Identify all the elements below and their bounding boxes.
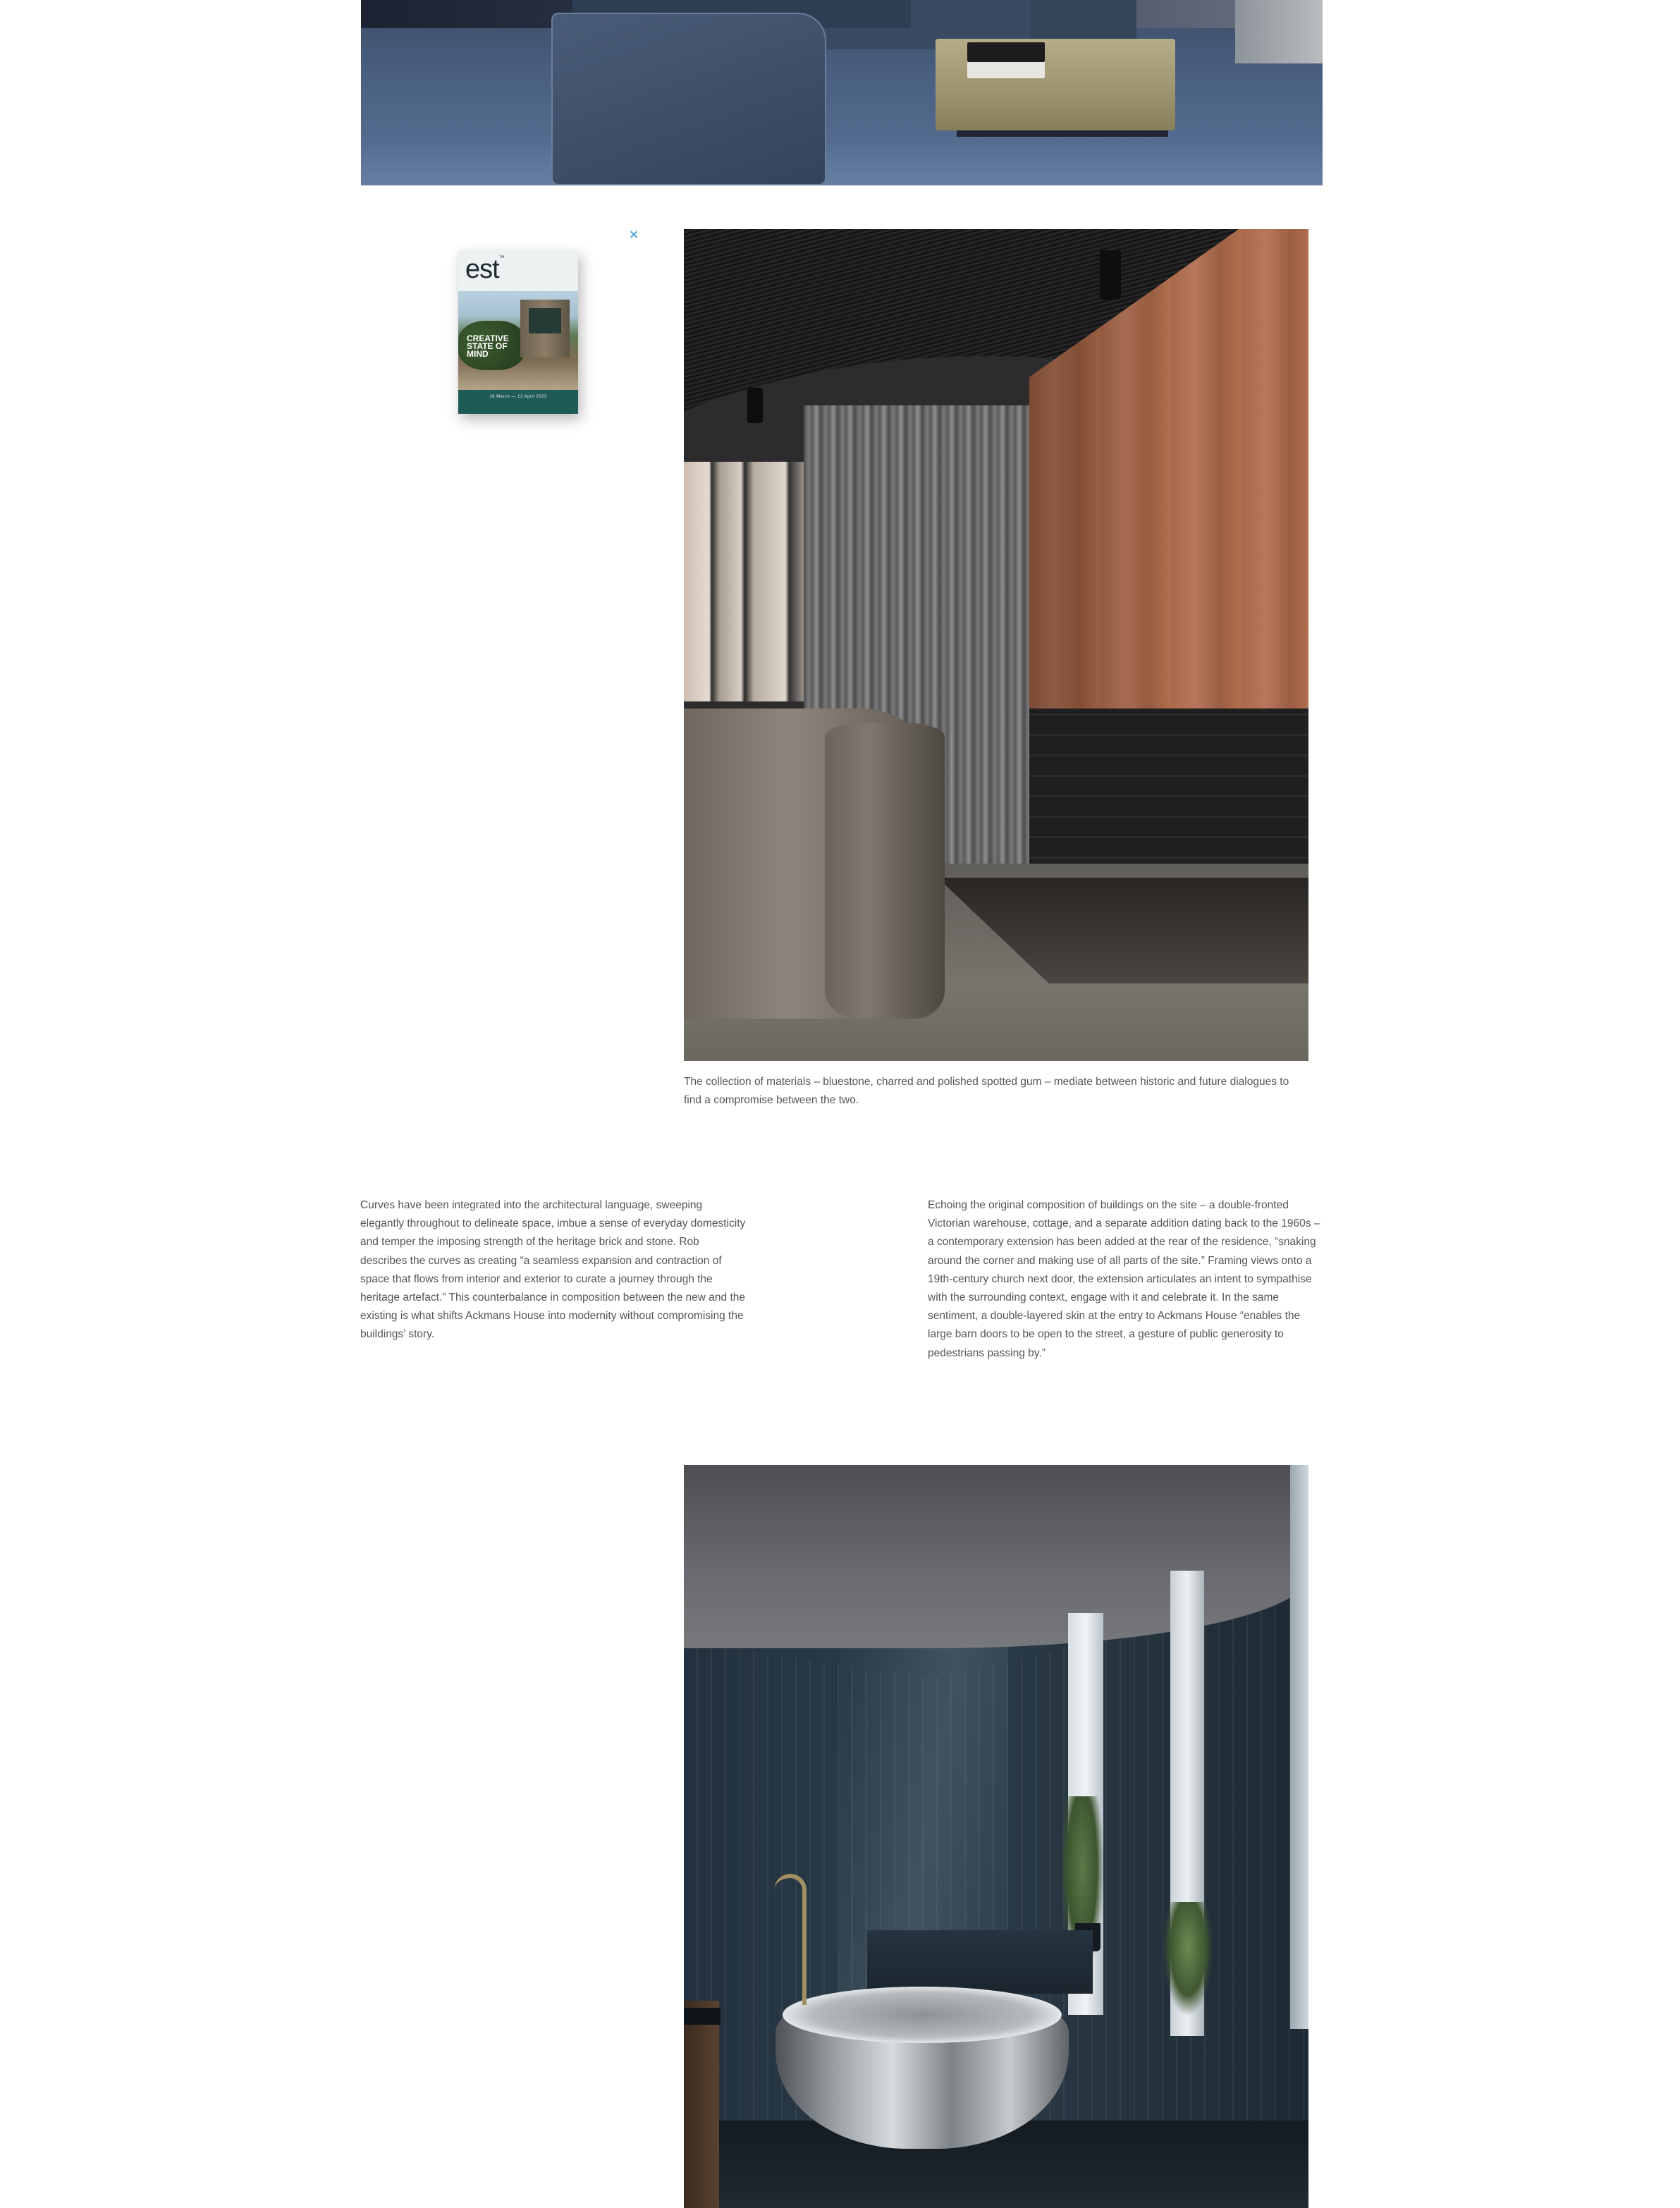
ad-bottom-bar: [458, 390, 578, 414]
hero-book-black: [967, 42, 1045, 62]
hero-photo: [361, 0, 1323, 185]
ad-close-icon[interactable]: ×: [629, 226, 639, 243]
hero-carpet: [361, 141, 1323, 185]
ad-dates: 16 March — 13 April 2022: [489, 395, 547, 399]
img1-column: [825, 723, 945, 1019]
bathroom-photo: [684, 1465, 1308, 2208]
img2-bathtub-rim: [783, 1987, 1062, 2043]
curved-room-photo: [684, 229, 1308, 1061]
img2-plant-right: [1163, 1902, 1213, 2015]
img2-vanity-top: [684, 2008, 721, 2025]
img2-tiled-ledge: [867, 1930, 1093, 1994]
ad-logo: est™: [465, 254, 504, 284]
img2-ceiling: [684, 1465, 1308, 1648]
img2-window-right: [1290, 1465, 1308, 2029]
img1-spot-light: [747, 388, 763, 423]
hero-book-white: [967, 60, 1045, 78]
ad-cover-window: [529, 308, 561, 333]
img1-pendant-light: [1100, 250, 1121, 300]
article-paragraph-left: Curves have been integrated into the architectural language, sweeping elegantly throughout to delineate space, imbue a sense of everyday domesticity and temper the imposing strength of the heritage brick and stone. Rob describes the curves as creating “a seamless expansion and contraction of space that flows from interior and exterior to curate a journey through the heritage artefact.” This counterbalance in composition between the new and the existing is what shifts Ackmans House into modernity without compromising the buildings’ story.: [360, 1199, 746, 1341]
img2-timber-vanity: [684, 2001, 719, 2208]
article-paragraph-right: Echoing the original composition of buildings on the site – a double-fronted Victorian warehouse, cottage, and a separate addition dating back to the 1960s – a contemporary extension has been added at the rear of the residence, “snaking around the corner and making use of all parts of the site.” Framing views onto a 19th-century church next door, the extension articulates an intent to sympathise with the surrounding context, engage with it and celebrate it. In the same sentiment, a double-layered skin at the entry to Ackmans House “enables the large barn doors to be open to the street, a gesture of public generosity to pedestrians passing by.”: [928, 1199, 1320, 1359]
img2-brass-tap: [774, 1874, 807, 2005]
image-caption: The collection of materials – bluestone, charred and polished spotted gum – mediate between historic and future dialogues to find a compromise between the two.: [684, 1076, 1289, 1106]
ad-headline: CREATIVE STATE OF MIND: [467, 333, 509, 359]
hero-curtain: [1235, 0, 1323, 63]
img1-window: [684, 462, 811, 701]
hero-sofa-main: [551, 13, 826, 185]
magazine-ad[interactable]: [458, 250, 578, 414]
